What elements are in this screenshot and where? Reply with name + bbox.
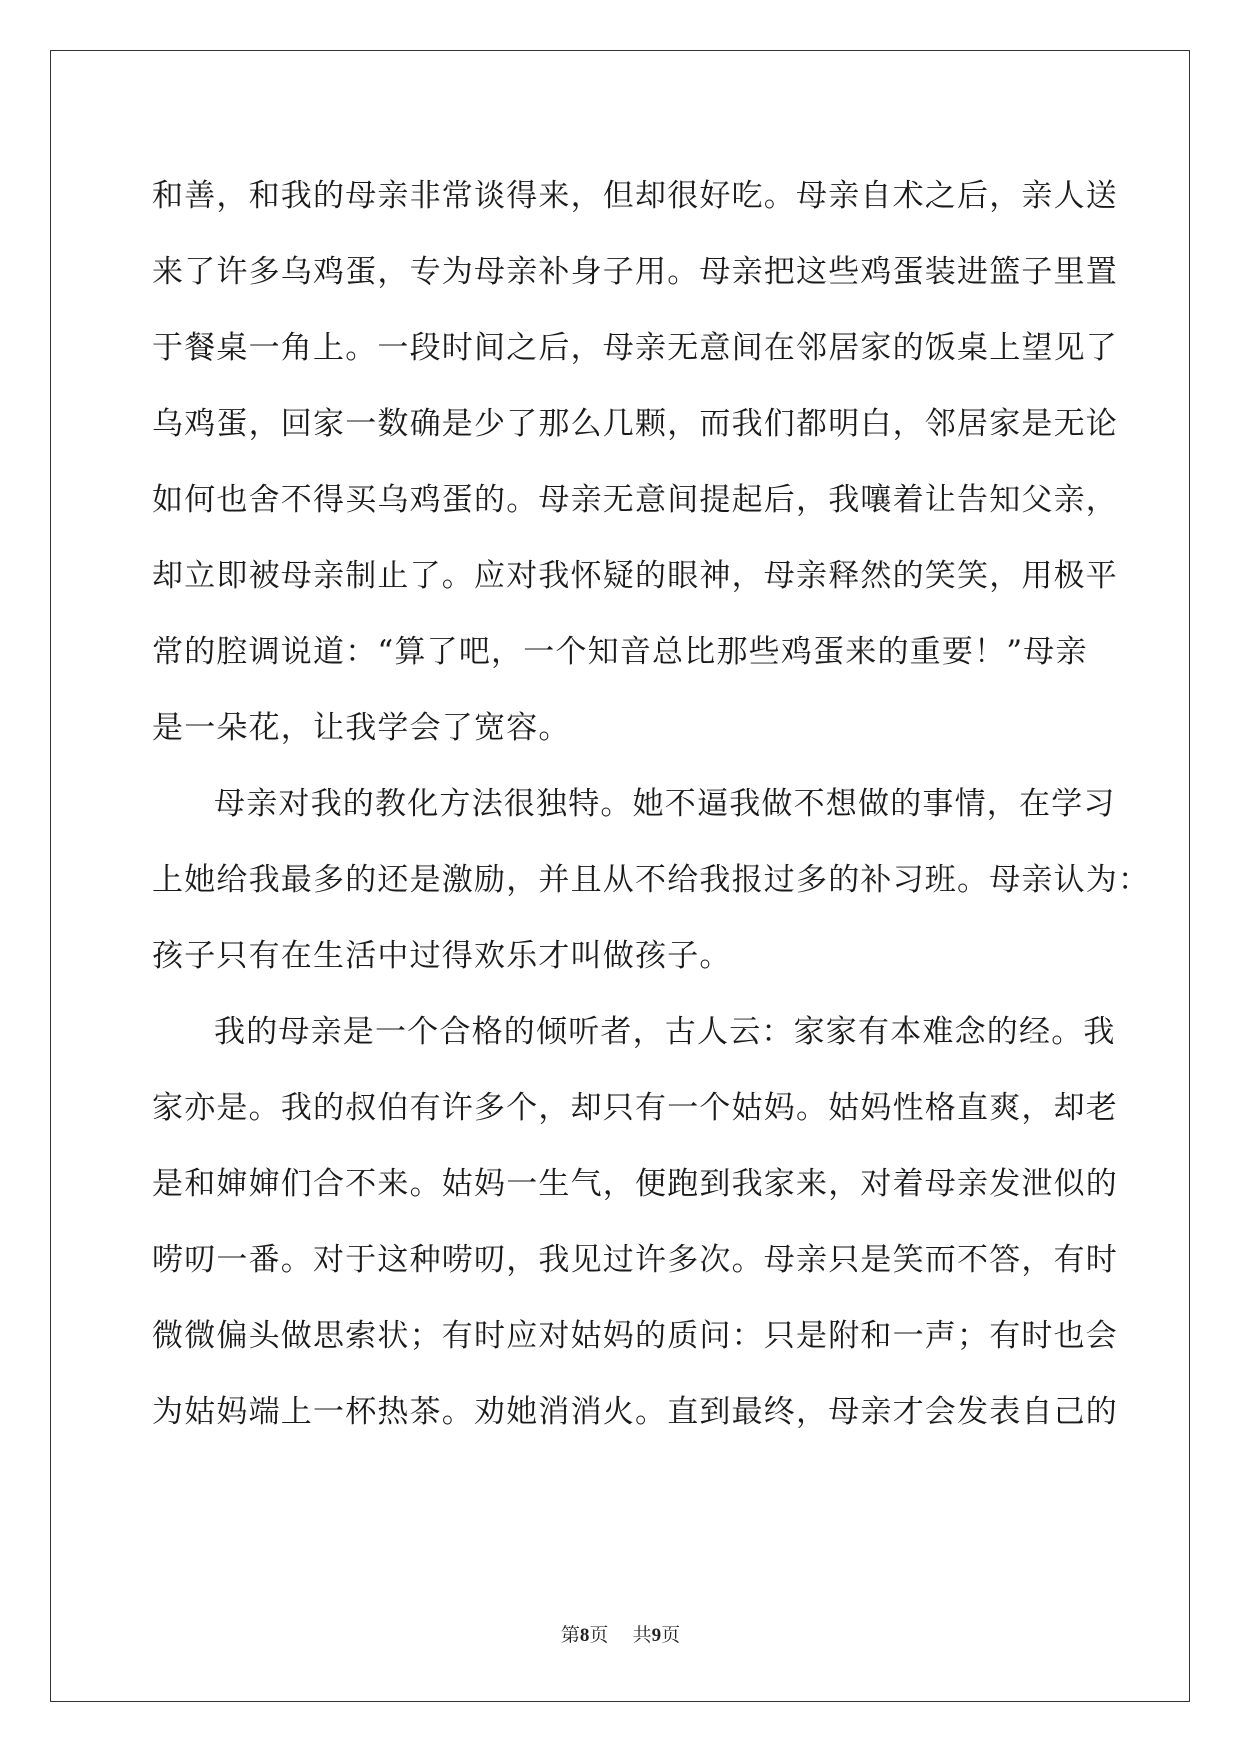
text-line: 微微偏头做思索状；有时应对姑妈的质问：只是附和一声；有时也会 (152, 1318, 1118, 1354)
text-line: 孩子只有在生活中过得欢乐才叫做孩子。 (152, 938, 732, 974)
total-prefix: 共 (632, 1624, 652, 1646)
text-line: 是一朵花，让我学会了宽容。 (152, 710, 571, 746)
total-unit: 页 (661, 1624, 681, 1646)
page-number-footer (0, 1620, 1241, 1647)
text-line: 来了许多乌鸡蛋，专为母亲补身子用。母亲把这些鸡蛋装进篮子里置 (152, 254, 1118, 290)
text-line: 却立即被母亲制止了。应对我怀疑的眼神，母亲释然的笑笑，用极平 (152, 558, 1118, 594)
text-line: 上她给我最多的还是激励，并且从不给我报过多的补习班。母亲认为： (152, 862, 1151, 898)
text-line: 为姑妈端上一杯热茶。劝她消消火。直到最终，母亲才会发表自己的 (152, 1394, 1118, 1430)
text-line: 于餐桌一角上。一段时间之后，母亲无意间在邻居家的饭桌上望见了 (152, 330, 1118, 366)
page-unit: 页 (589, 1624, 609, 1646)
text-line: 家亦是。我的叔伯有许多个，却只有一个姑妈。姑妈性格直爽，却老 (152, 1090, 1118, 1126)
text-line: 是和婶婶们合不来。姑妈一生气，便跑到我家来，对着母亲发泄似的 (152, 1166, 1118, 1202)
paragraph-start-line: 母亲对我的教化方法很独特。她不逼我做不想做的事情，在学习 (214, 786, 1116, 822)
text-line: 如何也舍不得买乌鸡蛋的。母亲无意间提起后，我嚷着让告知父亲， (152, 482, 1118, 518)
page-current: 8 (579, 1625, 590, 1646)
page-prefix: 第 (560, 1624, 580, 1646)
text-line: 乌鸡蛋，回家一数确是少了那么几颗，而我们都明白，邻居家是无论 (152, 406, 1118, 442)
text-line: 常的腔调说道：“算了吧，一个知音总比那些鸡蛋来的重要！”母亲 (152, 634, 1088, 670)
text-line: 唠叨一番。对于这种唠叨，我见过许多次。母亲只是笑而不答，有时 (152, 1242, 1118, 1278)
document-body (152, 158, 1151, 1450)
page-total: 9 (651, 1625, 662, 1646)
paragraph-start-line: 我的母亲是一个合格的倾听者，古人云：家家有本难念的经。我 (214, 1014, 1116, 1050)
text-line: 和善，和我的母亲非常谈得来，但却很好吃。母亲自术之后，亲人送 (152, 178, 1118, 214)
